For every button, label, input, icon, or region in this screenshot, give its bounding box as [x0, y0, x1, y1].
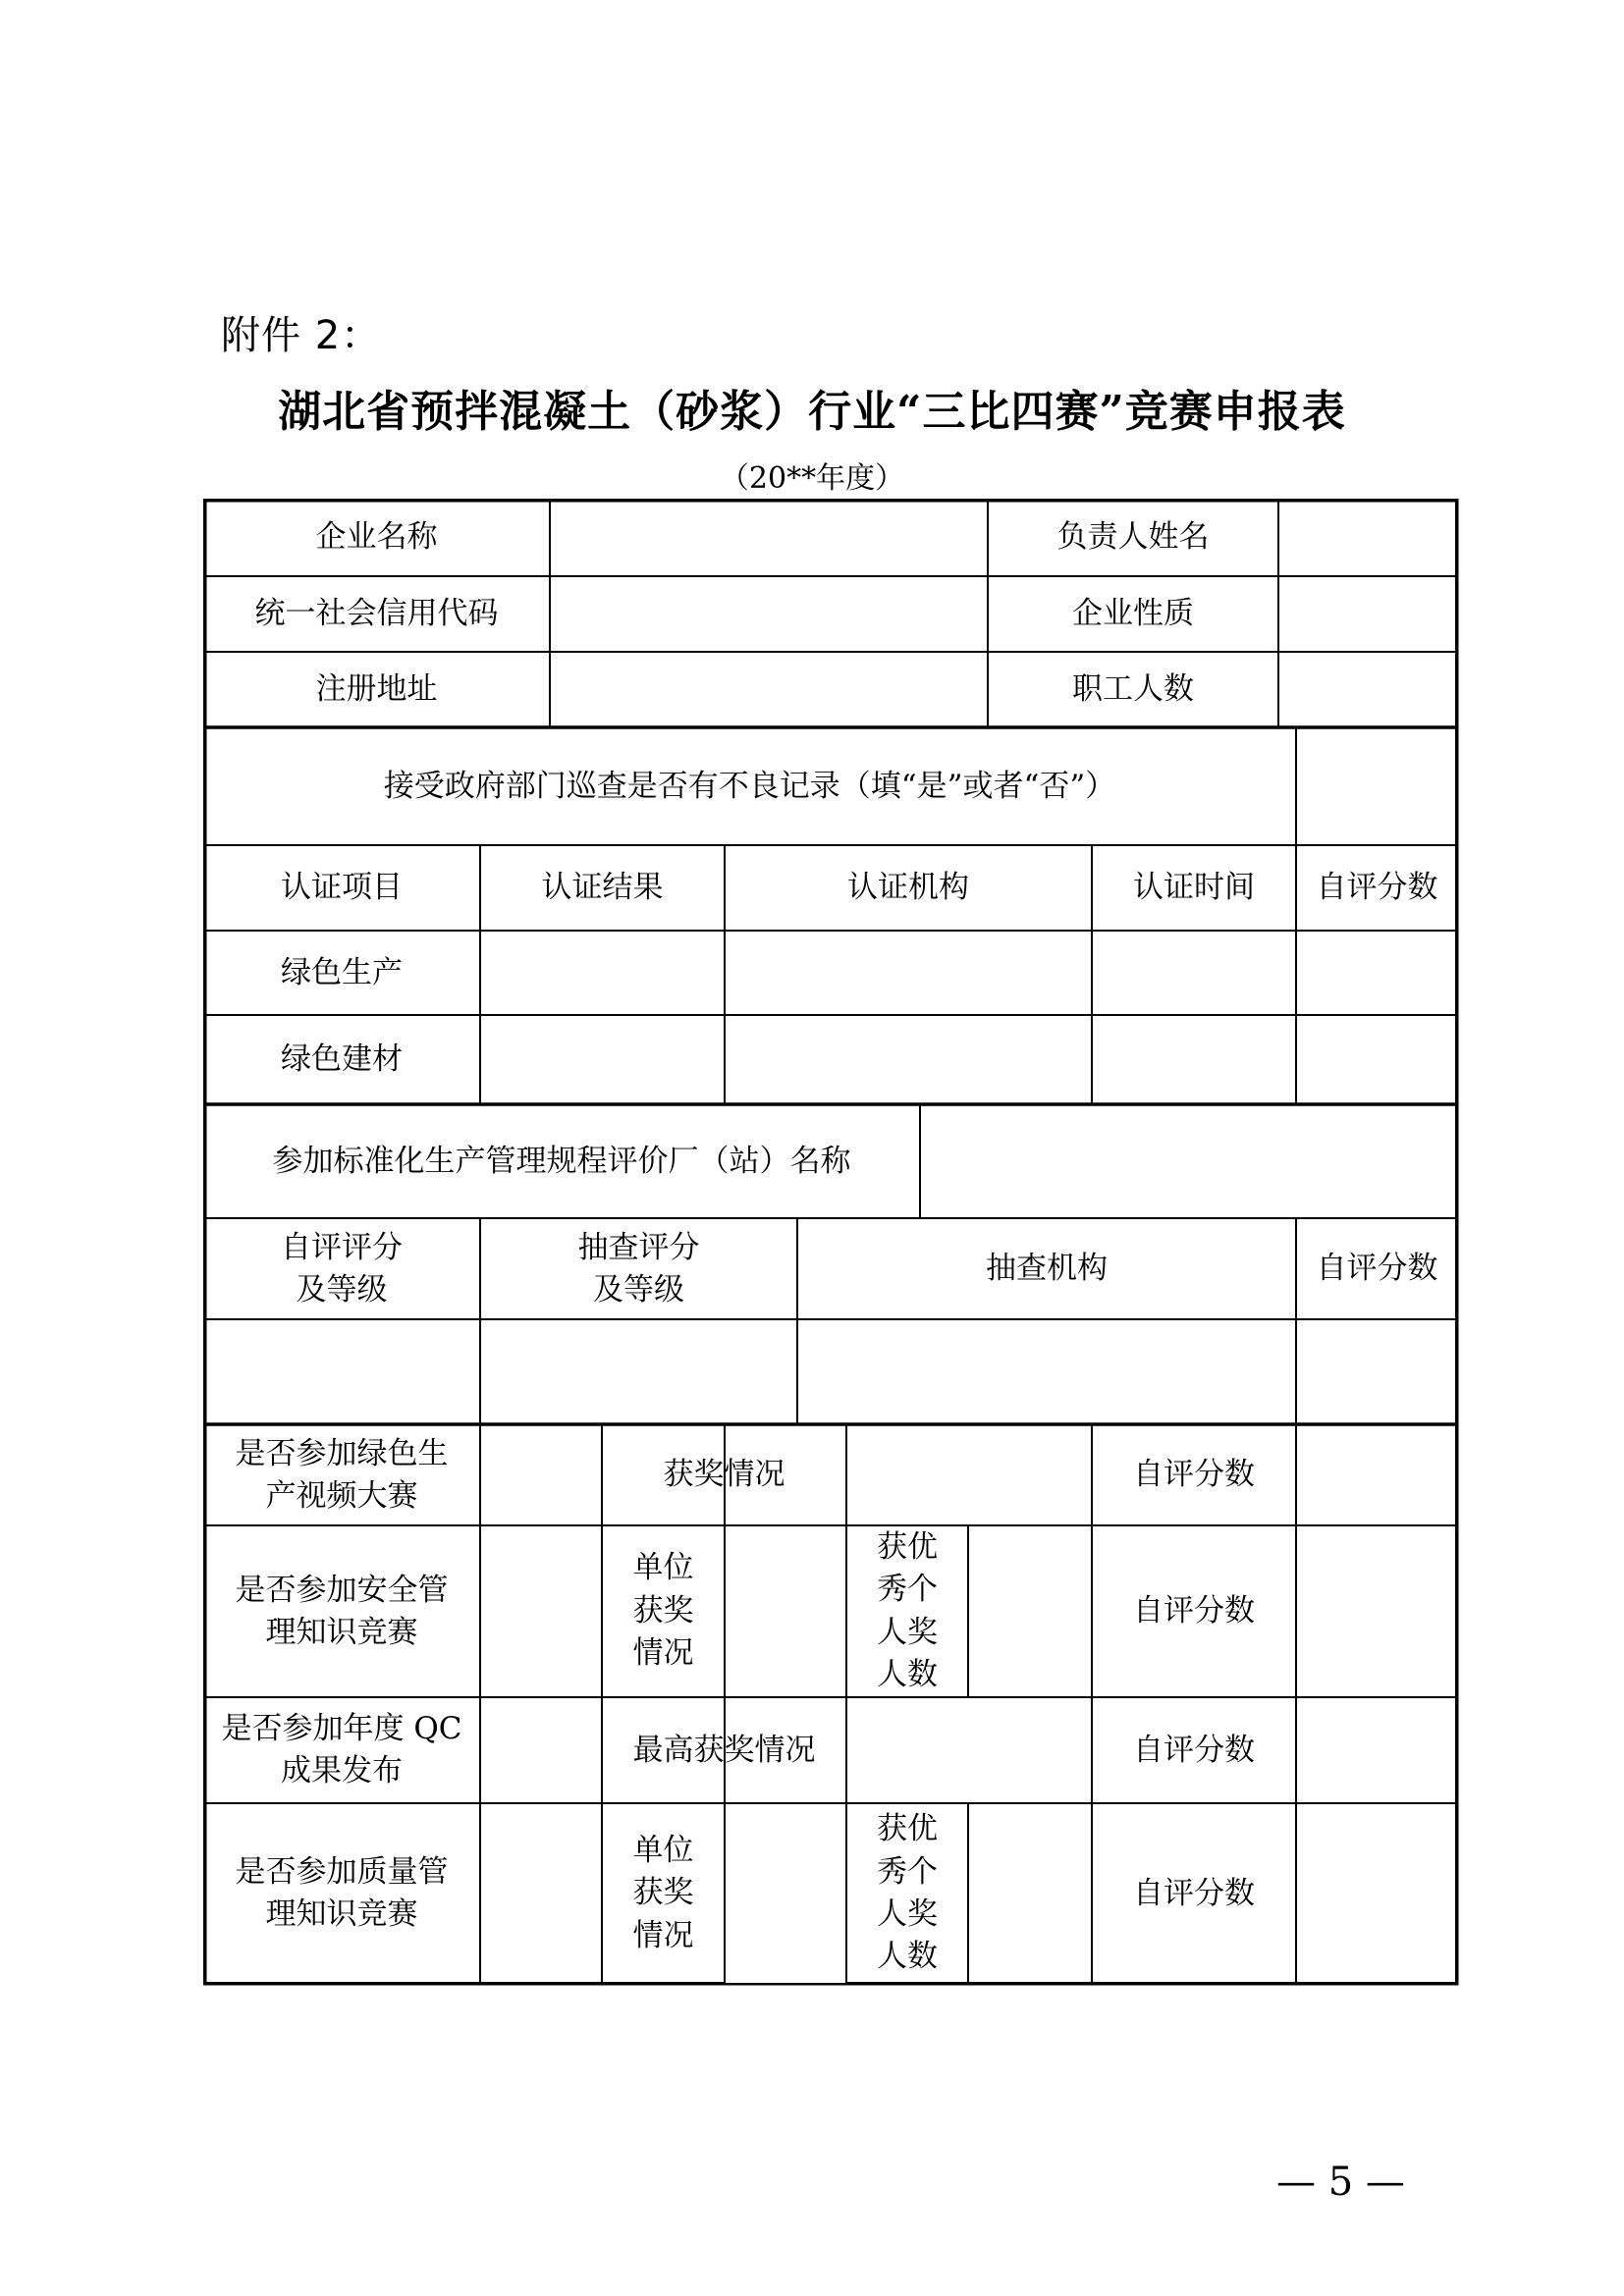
leader-name-label: 负责人姓名 [1056, 519, 1210, 556]
cert-row-green-material: 绿色建材 [281, 1041, 403, 1078]
plant-name-label: 参加标准化生产管理规程评价厂（站）名称 [272, 1143, 851, 1179]
quality-self-score-label: 自评分数 [1133, 1875, 1255, 1911]
safety-self-score-label: 自评分数 [1133, 1593, 1255, 1629]
spot-agency-label: 抽查机构 [986, 1251, 1108, 1287]
staff-count-label: 职工人数 [1072, 671, 1194, 708]
cert-header-item: 认证项目 [281, 870, 403, 906]
video-self-score-label: 自评分数 [1133, 1457, 1255, 1493]
spot-score-grade-label: 抽查评分 及等级 [577, 1229, 700, 1308]
video-contest-label: 是否参加绿色生 产视频大赛 [235, 1435, 449, 1514]
safety-excellent-count-label: 获优 秀个 人奖 人数 [877, 1528, 938, 1692]
qc-highest-award-label: 最高获奖情况 [632, 1732, 816, 1768]
cert-header-time: 认证时间 [1133, 870, 1255, 906]
cert-header-agency: 认证机构 [847, 870, 969, 906]
form-year: （20**年度） [719, 461, 905, 496]
video-award-label: 获奖情况 [663, 1457, 785, 1493]
credit-code-label: 统一社会信用代码 [254, 596, 499, 632]
safety-contest-label: 是否参加安全管 理知识竞赛 [235, 1572, 449, 1650]
quality-contest-label: 是否参加质量管 理知识竞赛 [235, 1854, 449, 1932]
qc-self-score-label: 自评分数 [1133, 1732, 1255, 1768]
cert-header-result: 认证结果 [541, 870, 664, 906]
page-number: — 5 — [1276, 2160, 1405, 2205]
form-title: 湖北省预拌混凝土（砂浆）行业“三比四赛”竞赛申报表 [278, 387, 1346, 437]
safety-unit-award-label: 单位 获奖 情况 [632, 1550, 694, 1672]
attachment-label: 附件 2： [221, 313, 382, 358]
self-score-grade-label: 自评评分 及等级 [281, 1229, 403, 1308]
cert-header-self-score: 自评分数 [1316, 870, 1438, 906]
registered-address-label: 注册地址 [315, 671, 438, 708]
cert-row-green-production: 绿色生产 [281, 954, 403, 990]
inspection-question: 接受政府部门巡查是否有不良记录（填“是”或者“否”） [383, 768, 1116, 804]
company-nature-label: 企业性质 [1072, 596, 1194, 632]
quality-excellent-count-label: 获优 秀个 人奖 人数 [877, 1811, 938, 1975]
quality-unit-award-label: 单位 获奖 情况 [632, 1832, 694, 1953]
company-name-label: 企业名称 [315, 519, 438, 556]
qc-release-label: 是否参加年度 QC 成果发布 [221, 1711, 462, 1789]
standard-self-score-label: 自评分数 [1316, 1251, 1438, 1287]
